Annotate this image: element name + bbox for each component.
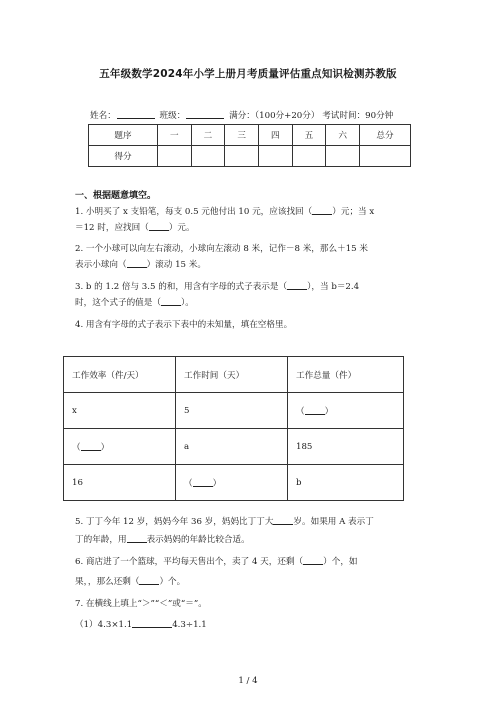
score-table-header-row: [89, 125, 411, 146]
answer-blank[interactable]: [139, 575, 159, 585]
question-6-line-1: 6. 商店进了一个篮球，平均每天售出个，卖了 4 天，还剩（ ）个，如: [75, 557, 358, 567]
work-cell-blank: （ ）: [176, 465, 288, 501]
class-blank[interactable]: [186, 110, 224, 119]
question-7-line-1: 7. 在横线上填上“＞”“＜”或“＝”。: [75, 599, 207, 609]
work-table-header-row: [64, 357, 404, 393]
question-4-line-1: 4. 用含有字母的式子表示下表中的未知量，填在空格里。: [75, 320, 293, 330]
score-header-cell: 三: [225, 125, 259, 146]
answer-blank[interactable]: [81, 441, 101, 451]
score-cell[interactable]: [158, 146, 192, 167]
work-cell: 185: [288, 429, 404, 465]
work-header-cell: 工作效率（件/天）: [64, 357, 176, 393]
question-3-line-2: 时，这个式子的值是（ ）。: [75, 298, 194, 308]
answer-blank[interactable]: [193, 477, 213, 487]
full-score: 满分：（100分+20分）: [229, 111, 320, 121]
score-cell[interactable]: [292, 146, 326, 167]
question-6-line-2: 果，，那么还剩（ ）个。: [75, 577, 186, 587]
score-table: [88, 124, 411, 167]
score-header-cell: 总分: [360, 125, 411, 146]
answer-blank[interactable]: [132, 618, 172, 628]
score-table-row: [89, 146, 411, 167]
section-title: 一、根据题意填空。: [75, 191, 157, 201]
question-3-line-1: 3. b 的 1.2 倍与 3.5 的和，用含有字母的式子表示是（ ），当 b＝2.4: [75, 282, 360, 292]
score-row-label: 得分: [89, 146, 158, 167]
question-1-line-2: ＝12 时，应找回（ ）元。: [75, 223, 195, 233]
class-label: 班级：: [159, 111, 186, 121]
question-7-line-2: （1）4.3×1.1 4.3÷1.1: [75, 620, 207, 630]
answer-blank[interactable]: [273, 515, 293, 525]
score-header-cell: 二: [191, 125, 225, 146]
answer-blank[interactable]: [149, 221, 169, 231]
question-2-line-1: 2. 一个小球可以向左右滚动，小球向左滚动 8 米，记作－8 米，那么＋15 米: [75, 244, 368, 254]
answer-blank[interactable]: [127, 258, 147, 268]
answer-blank[interactable]: [161, 296, 181, 306]
score-cell[interactable]: [360, 146, 411, 167]
work-cell: x: [64, 393, 176, 429]
page-number: 1 / 4: [238, 676, 258, 686]
question-5-line-2: 丁的年龄，用 表示妈妈的年龄比较合适。: [75, 535, 250, 545]
work-header-cell: 工作总量（件）: [288, 357, 404, 393]
work-cell: b: [288, 465, 404, 501]
question-2-line-2: 表示小球向（ ）滚动 15 米。: [75, 260, 206, 270]
name-blank[interactable]: [117, 110, 155, 119]
score-header-cell: 六: [326, 125, 360, 146]
score-cell[interactable]: [258, 146, 292, 167]
exam-info-line: [90, 109, 393, 121]
name-label: 姓名：: [90, 111, 116, 121]
score-cell[interactable]: [191, 146, 225, 167]
work-table-row: [64, 429, 404, 465]
score-cell[interactable]: [326, 146, 360, 167]
answer-blank[interactable]: [127, 533, 147, 543]
exam-time: 考试时间：90分钟: [322, 111, 394, 121]
work-table-row: [64, 393, 404, 429]
answer-blank[interactable]: [287, 280, 307, 290]
answer-blank[interactable]: [303, 555, 323, 565]
question-5-line-1: 5. 丁丁今年 12 岁，妈妈今年 36 岁，妈妈比丁丁大 岁。如果用 A 表示丁: [75, 517, 374, 527]
score-cell[interactable]: [225, 146, 259, 167]
work-header-cell: 工作时间（天）: [176, 357, 288, 393]
work-cell: 16: [64, 465, 176, 501]
score-header-cell: 五: [292, 125, 326, 146]
work-cell: a: [176, 429, 288, 465]
work-table-row: [64, 465, 404, 501]
page-title: 五年级数学2024年小学上册月考质量评估重点知识检测苏教版: [99, 68, 397, 80]
work-cell: 5: [176, 393, 288, 429]
score-header-cell: 题序: [89, 125, 158, 146]
work-cell-blank: （ ）: [288, 393, 404, 429]
score-header-cell: 四: [258, 125, 292, 146]
answer-blank[interactable]: [312, 205, 332, 215]
question-1-line-1: 1. 小明买了 x 支铅笔，每支 0.5 元他付出 10 元，应该找回（ ）元；当 x: [75, 207, 375, 217]
work-cell-blank: （ ）: [64, 429, 176, 465]
answer-blank[interactable]: [305, 405, 325, 415]
score-header-cell: 一: [158, 125, 192, 146]
work-table: [63, 356, 404, 501]
